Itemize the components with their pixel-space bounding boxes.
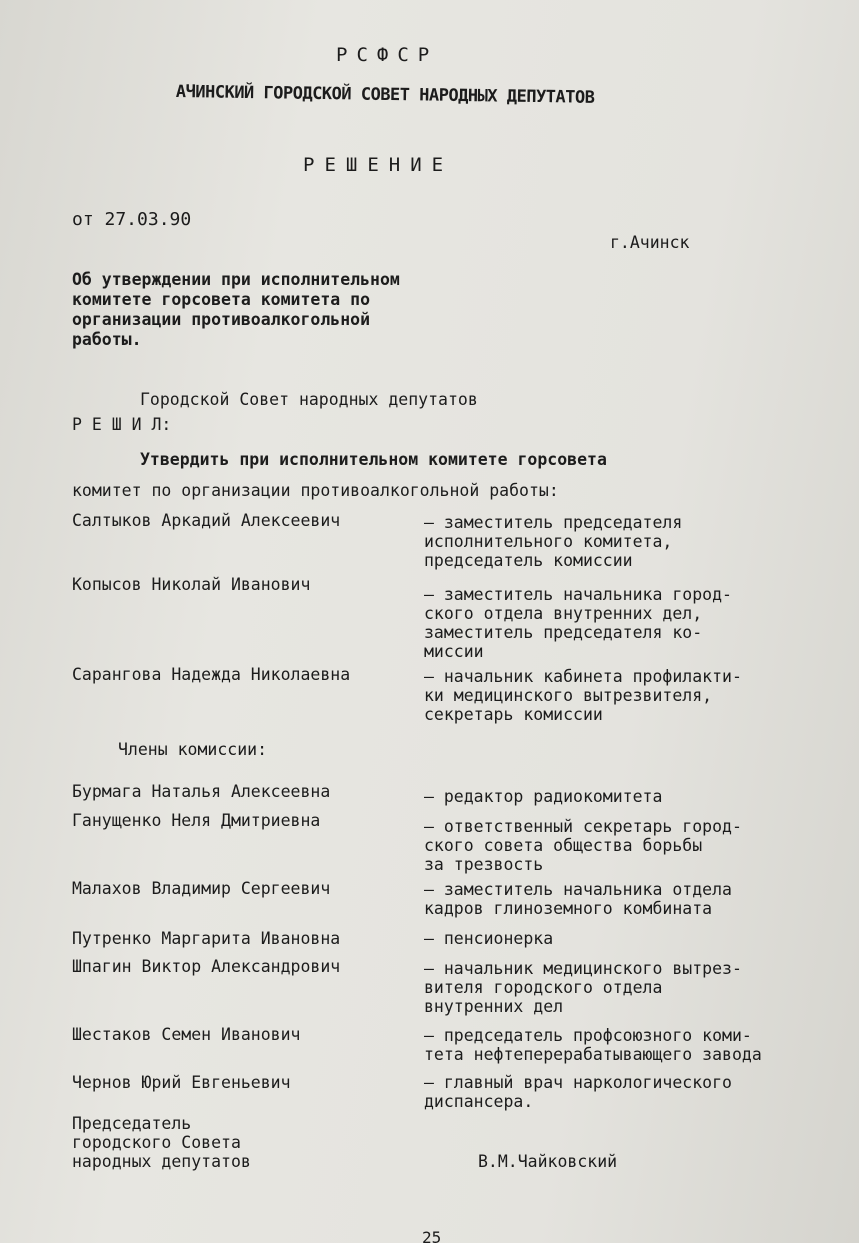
document-subject	[72, 270, 400, 350]
role-line: – главный врач наркологического	[424, 1073, 732, 1092]
subject-line: организации противоалкогольной	[72, 310, 371, 329]
role-line: вителя городского отдела	[424, 978, 663, 997]
role-line: ки медицинского вытрезвителя,	[424, 686, 713, 705]
body-text-line: Утвердить при исполнительном комитете горсовета	[140, 450, 607, 469]
role-line: председатель комиссии	[424, 551, 633, 570]
page-number: 25	[422, 1228, 442, 1243]
intro-line: Городской Совет народных депутатов	[140, 390, 478, 409]
document-city: г.Ачинск	[610, 233, 690, 252]
subject-line: Об утверждении при исполнительном	[72, 270, 400, 289]
role-line: заместитель председателя ко-	[424, 623, 703, 642]
member-name: Чернов Юрий Евгеньевич	[72, 1073, 291, 1092]
role-line: тета нефтеперерабатывающего завода	[424, 1045, 762, 1064]
resolved-line: Р Е Ш И Л:	[72, 415, 172, 434]
member-role	[424, 929, 553, 948]
role-line: кадров глиноземного комбината	[424, 899, 713, 918]
member-name: Ганущенко Неля Дмитриевна	[72, 811, 321, 830]
role-line: – редактор радиокомитета	[424, 787, 663, 806]
role-line: ского отдела внутренних дел,	[424, 604, 703, 623]
signature-title-line: городского Совета	[72, 1133, 241, 1152]
role-line: – заместитель председателя	[424, 513, 683, 532]
header-council: АЧИНСКИЙ ГОРОДСКОЙ СОВЕТ НАРОДНЫХ ДЕПУТАТОВ	[175, 82, 595, 108]
member-name: Шпагин Виктор Александрович	[72, 957, 341, 976]
signature-title	[72, 1114, 251, 1171]
member-name: Бурмага Наталья Алексеевна	[72, 782, 331, 801]
member-name: Малахов Владимир Сергеевич	[72, 879, 331, 898]
member-role	[424, 1073, 732, 1111]
member-role	[424, 817, 742, 874]
role-line: – начальник кабинета профилакти-	[424, 667, 742, 686]
member-name: Шестаков Семен Иванович	[72, 1025, 301, 1044]
role-line: – заместитель начальника отдела	[424, 880, 732, 899]
header-country: РСФСР	[336, 44, 439, 66]
member-name: Путренко Маргарита Ивановна	[72, 929, 341, 948]
member-role	[424, 959, 742, 1016]
leader-name: Сарангова Надежда Николаевна	[72, 665, 351, 684]
member-role	[424, 1026, 762, 1064]
leader-role	[424, 667, 742, 724]
leader-role	[424, 513, 682, 570]
role-line: секретарь комиссии	[424, 705, 603, 724]
role-line: ского совета общества борьбы	[424, 836, 703, 855]
member-role	[424, 880, 732, 918]
role-line: – заместитель начальника город-	[424, 585, 732, 604]
member-role	[424, 787, 662, 806]
leader-role	[424, 585, 732, 661]
role-line: за трезвость	[424, 855, 544, 874]
role-line: – ответственный секретарь город-	[424, 817, 742, 836]
body-text-line: комитет по организации противоалкогольной работы:	[72, 481, 559, 500]
role-line: внутренних дел	[424, 997, 564, 1016]
leader-name: Копысов Николай Иванович	[72, 575, 311, 594]
subject-line: работы.	[72, 330, 142, 349]
role-line: исполнительного комитета,	[424, 532, 673, 551]
signature-name: В.М.Чайковский	[478, 1152, 618, 1171]
members-heading: Члены комиссии:	[118, 740, 268, 759]
role-line: – председатель профсоюзного коми-	[424, 1026, 752, 1045]
role-line: диспансера.	[424, 1092, 534, 1111]
signature-title-line: Председатель	[72, 1114, 192, 1133]
document-type: РЕШЕНИЕ	[303, 154, 454, 176]
role-line: – начальник медицинского вытрез-	[424, 959, 742, 978]
subject-line: комитете горсовета комитета по	[72, 290, 371, 309]
document-date: от 27.03.90	[72, 209, 192, 230]
role-line: – пенсионерка	[424, 929, 554, 948]
signature-title-line: народных депутатов	[72, 1152, 251, 1171]
leader-name: Салтыков Аркадий Алексеевич	[72, 511, 341, 530]
role-line: миссии	[424, 642, 484, 661]
